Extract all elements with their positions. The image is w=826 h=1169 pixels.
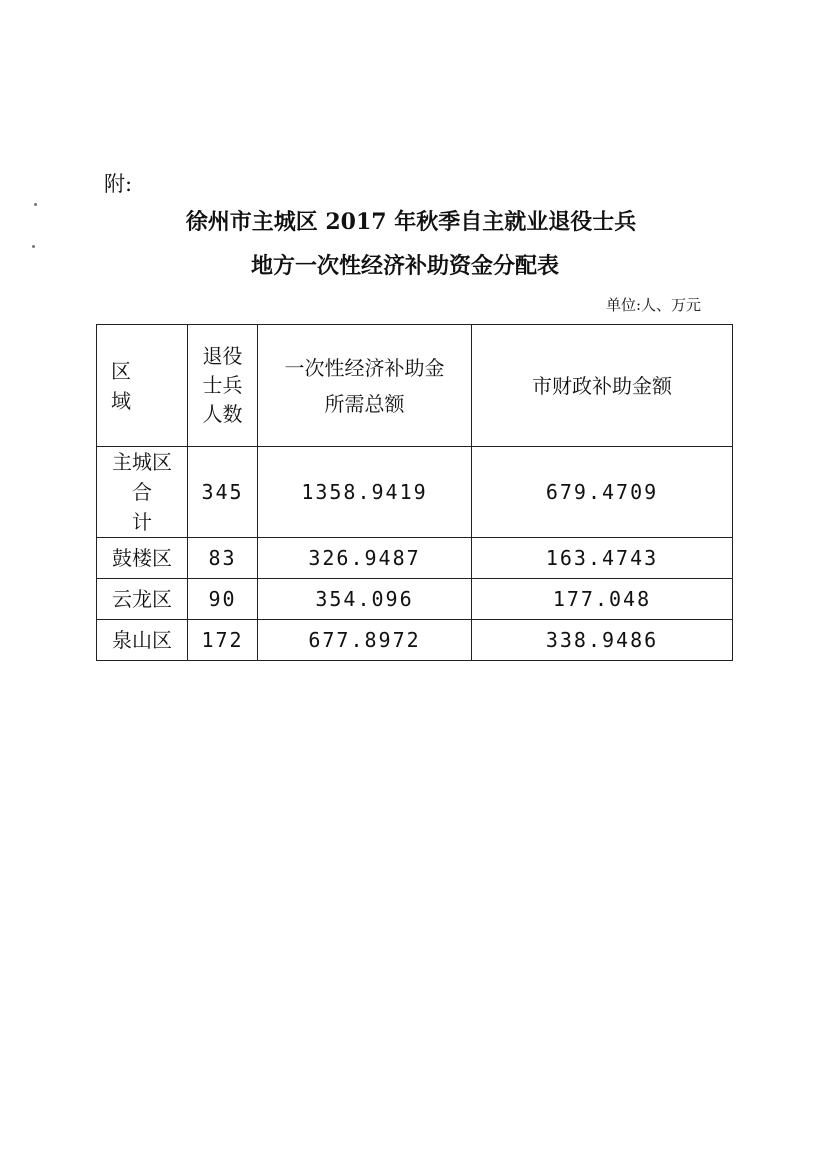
region-cell: 云龙区 [97, 579, 188, 620]
table-row [97, 579, 733, 620]
region-cell: 泉山区 [97, 620, 188, 661]
header-region: 区 域 [97, 325, 188, 447]
people-cell: 345 [188, 447, 258, 538]
region-cell [97, 447, 188, 538]
table-row-total [97, 447, 733, 538]
unit-note: 单位:人、万元 [606, 296, 702, 314]
header-people-line: 士兵 [202, 373, 243, 397]
city-amount-cell: 338.9486 [472, 620, 733, 661]
required-total-cell: 354.096 [258, 579, 472, 620]
header-required-total-line: 一次性经济补助金 [284, 355, 445, 380]
region-cell: 鼓楼区 [97, 538, 188, 579]
required-total-cell: 1358.9419 [258, 447, 472, 538]
required-total-cell: 326.9487 [258, 538, 472, 579]
city-amount-cell: 177.048 [472, 579, 733, 620]
region-total-line: 合 计 [132, 480, 174, 534]
required-total-cell: 677.8972 [258, 620, 472, 661]
region-total-line: 主城区 [112, 450, 172, 474]
allocation-table [96, 324, 733, 661]
table-header-row [97, 325, 733, 447]
header-required-total-line: 所需总额 [324, 391, 405, 416]
attachment-label: 附: [104, 172, 133, 196]
people-cell: 90 [188, 579, 258, 620]
header-city-amount: 市财政补助金额 [472, 325, 733, 447]
document-title-line-1: 徐州市主城区 2017 年秋季自主就业退役士兵 [185, 209, 637, 235]
city-amount-cell: 679.4709 [472, 447, 733, 538]
scan-speck [32, 245, 35, 248]
people-cell: 83 [188, 538, 258, 579]
table-row [97, 538, 733, 579]
city-amount-cell: 163.4743 [472, 538, 733, 579]
header-required-total [258, 325, 472, 447]
people-cell: 172 [188, 620, 258, 661]
header-people-line: 人数 [202, 402, 243, 426]
table-row [97, 620, 733, 661]
header-people-line: 退役 [202, 344, 243, 368]
document-title-line-2: 地方一次性经济补助资金分配表 [250, 253, 559, 279]
header-people [188, 325, 258, 447]
